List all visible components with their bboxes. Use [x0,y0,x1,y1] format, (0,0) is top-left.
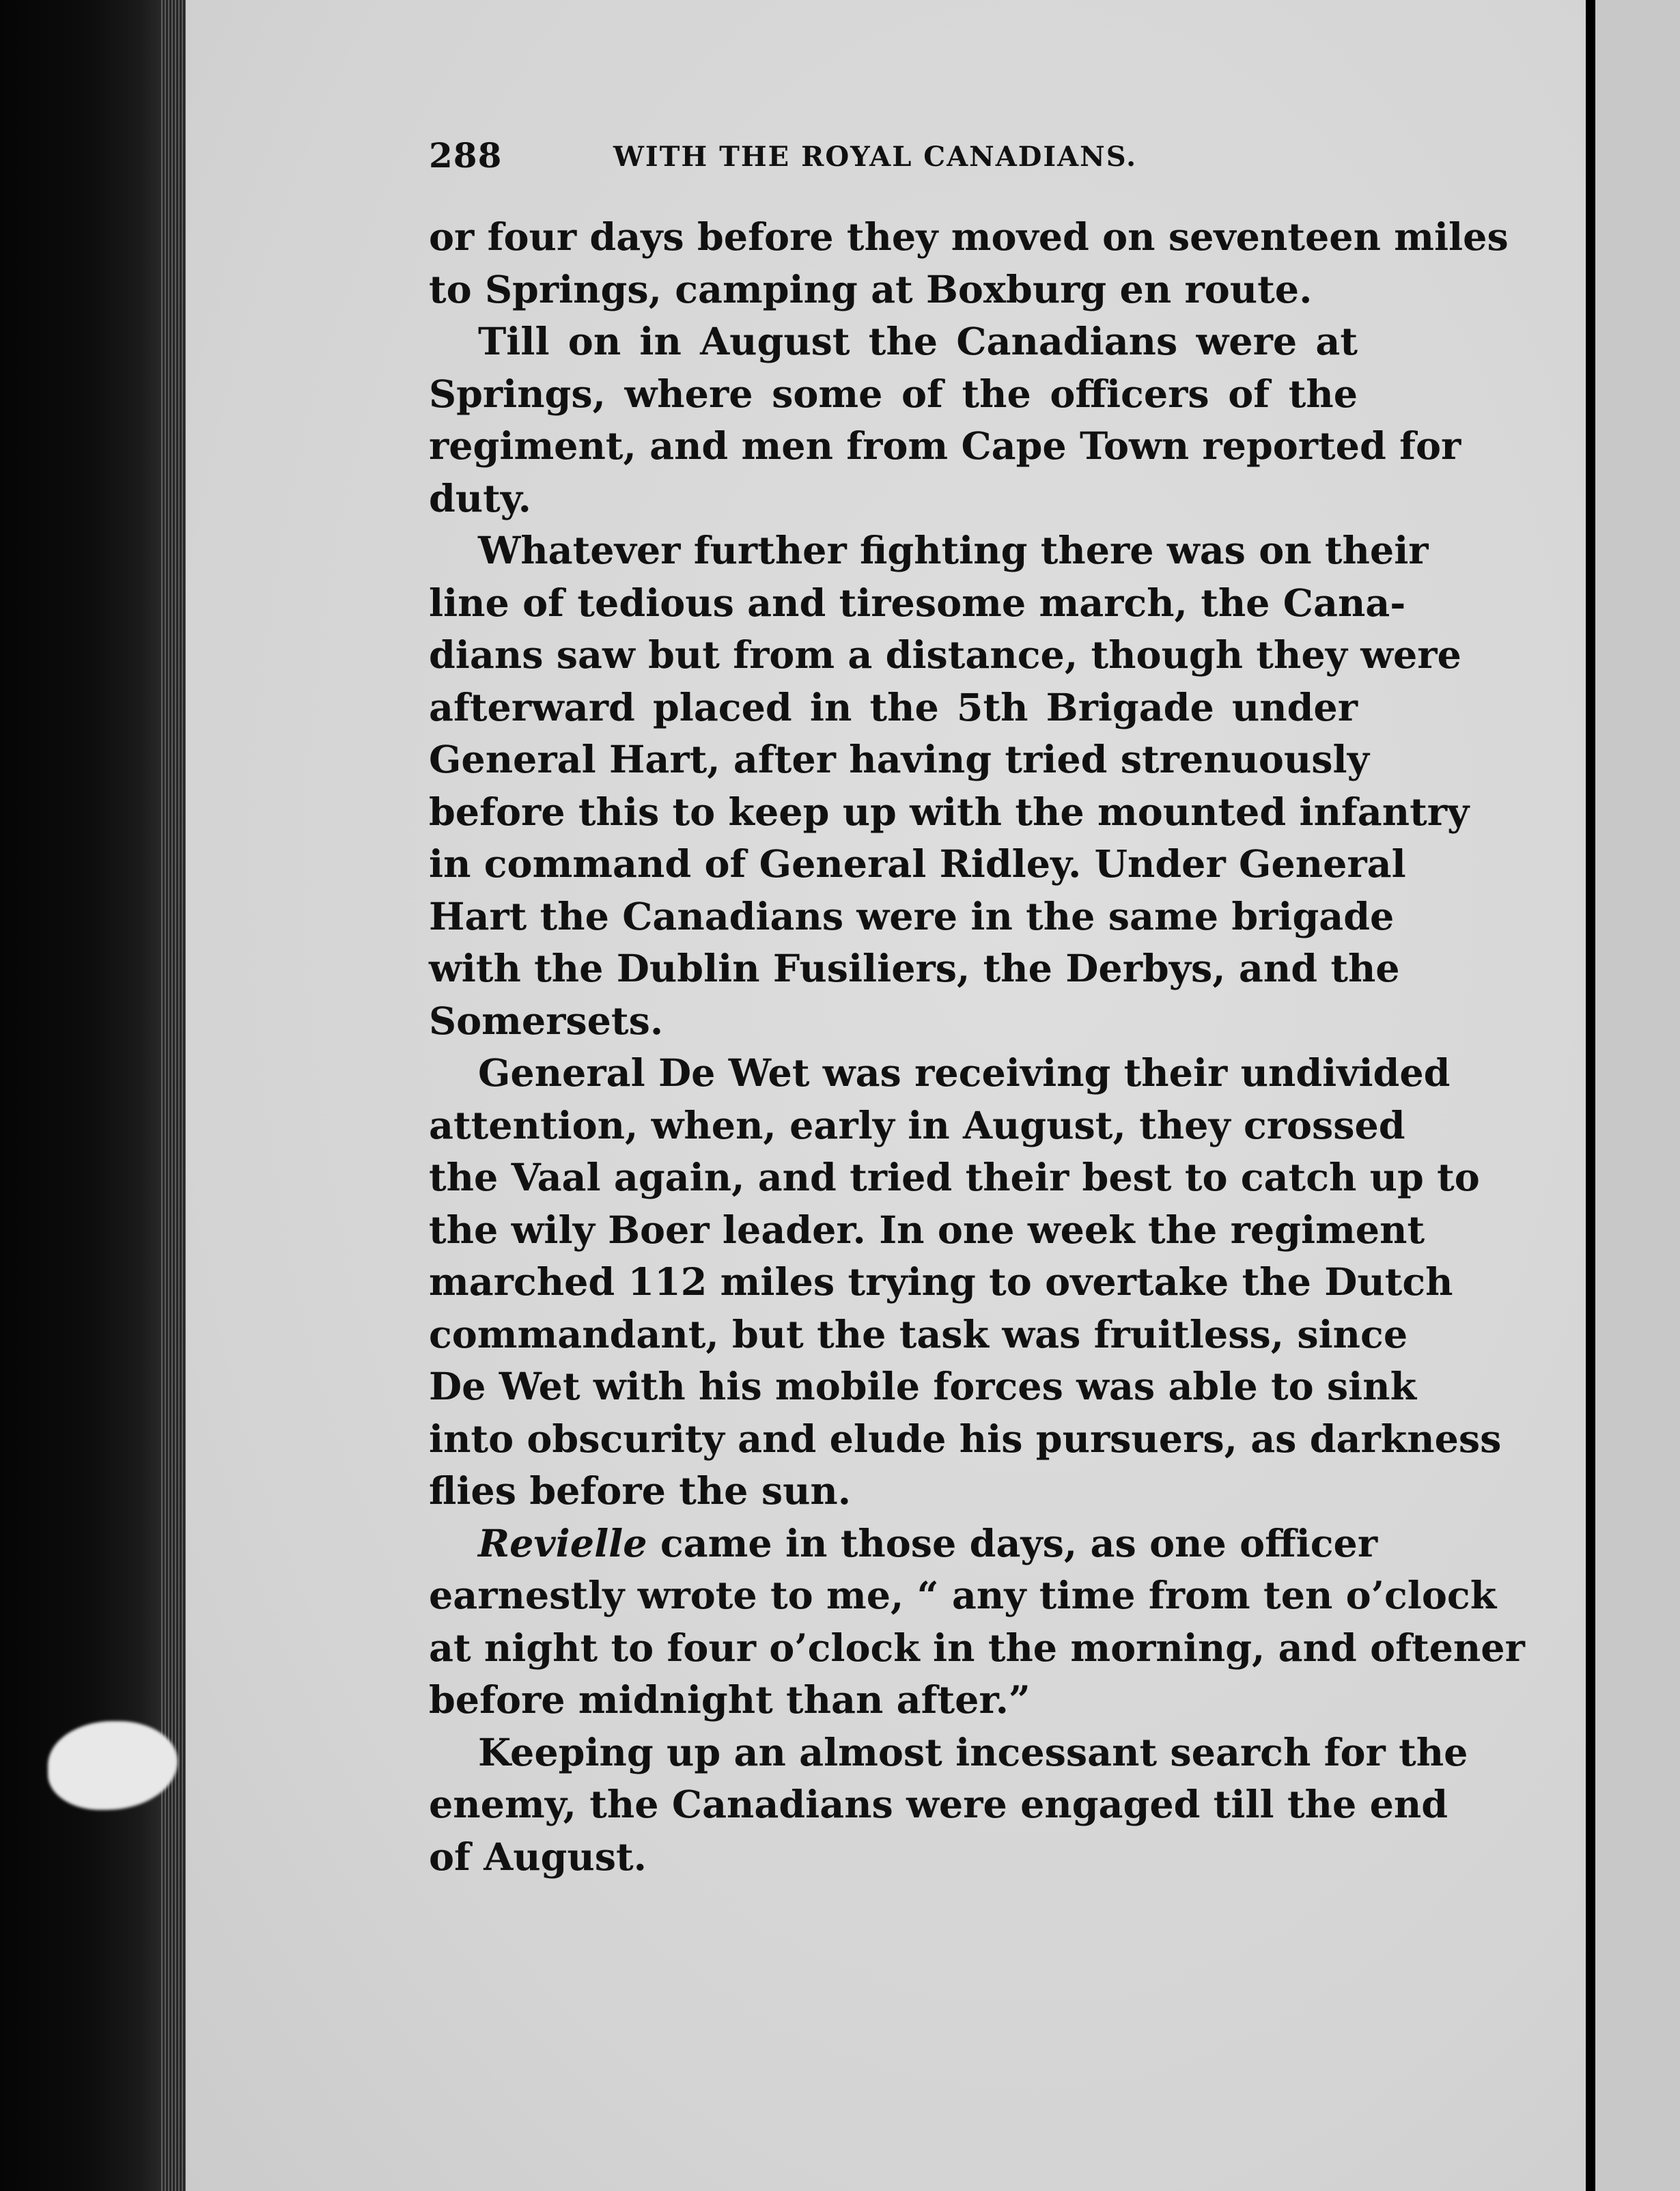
page-header [429,135,1358,183]
facing-page-edge [1595,0,1680,2191]
text-line: duty. [429,476,531,521]
text-line: enemy, the Canadians were engaged till the end [429,1783,1448,1827]
text-line: before this to keep up with the mounted infantry [429,790,1470,835]
italic-lead-word: Revielle [478,1521,647,1566]
text-line: Keeping up an almost incessant search for the [478,1730,1468,1775]
text-line: earnestly wrote to me, “ any time from ten o’clock [429,1574,1497,1618]
text-line: in command of General Ridley. Under General [429,842,1406,887]
text-line: De Wet with his mobile forces was able to sink [429,1365,1417,1409]
book-spine [0,0,164,2191]
text-line: or four days before they moved on seventeen miles [429,215,1509,260]
body-text [429,212,1525,1884]
text-line: Whatever further fighting there was on their [478,529,1429,573]
text-line: with the Dublin Fusiliers, the Derbys, and the [429,947,1400,991]
text-line: of August. [429,1834,647,1880]
text-line: attention, when, early in August, they crossed [429,1103,1405,1148]
text-line: to Springs, camping at Boxburg en route. [429,267,1313,312]
text-line: into obscurity and elude his pursuers, as darkness [429,1417,1502,1462]
text-line: flies before the sun. [429,1469,852,1513]
page-gutter-rule [1586,0,1595,2191]
text-line: Somersets. [429,999,664,1044]
text-line: marched 112 miles trying to overtake the Dutch [429,1260,1453,1304]
text-fragment: came in those days, as one officer [647,1521,1378,1566]
text-line: afterward placed in the 5th Brigade under [429,685,1358,730]
text-line: Hart the Canadians were in the same brigade [429,894,1395,939]
running-head: WITH THE ROYAL CANADIANS. [613,141,1138,173]
page-number: 288 [429,135,503,176]
text-line: at night to four o’clock in the morning, and oftener [429,1625,1525,1671]
text-line: commandant, but the task was fruitless, since [429,1312,1408,1357]
text-line: dians saw but from a distance, though they were [429,633,1461,678]
page-stack-edge [161,0,188,2191]
text-line: Springs, where some of the officers of the [429,372,1358,417]
text-line: before midnight than after.” [429,1678,1031,1722]
text-line [429,1518,1378,1571]
text-line: the Vaal again, and tried their best to catch up to [429,1156,1480,1200]
text-line: line of tedious and tiresome march, the Cana- [429,581,1406,626]
text-line: General Hart, after having tried strenuously [429,738,1369,782]
text-line: General De Wet was receiving their undivided [478,1051,1451,1096]
text-line: regiment, and men from Cape Town reported for [429,424,1461,469]
text-line: the wily Boer leader. In one week the regiment [429,1208,1425,1253]
text-line: Till on in August the Canadians were at [478,320,1358,364]
